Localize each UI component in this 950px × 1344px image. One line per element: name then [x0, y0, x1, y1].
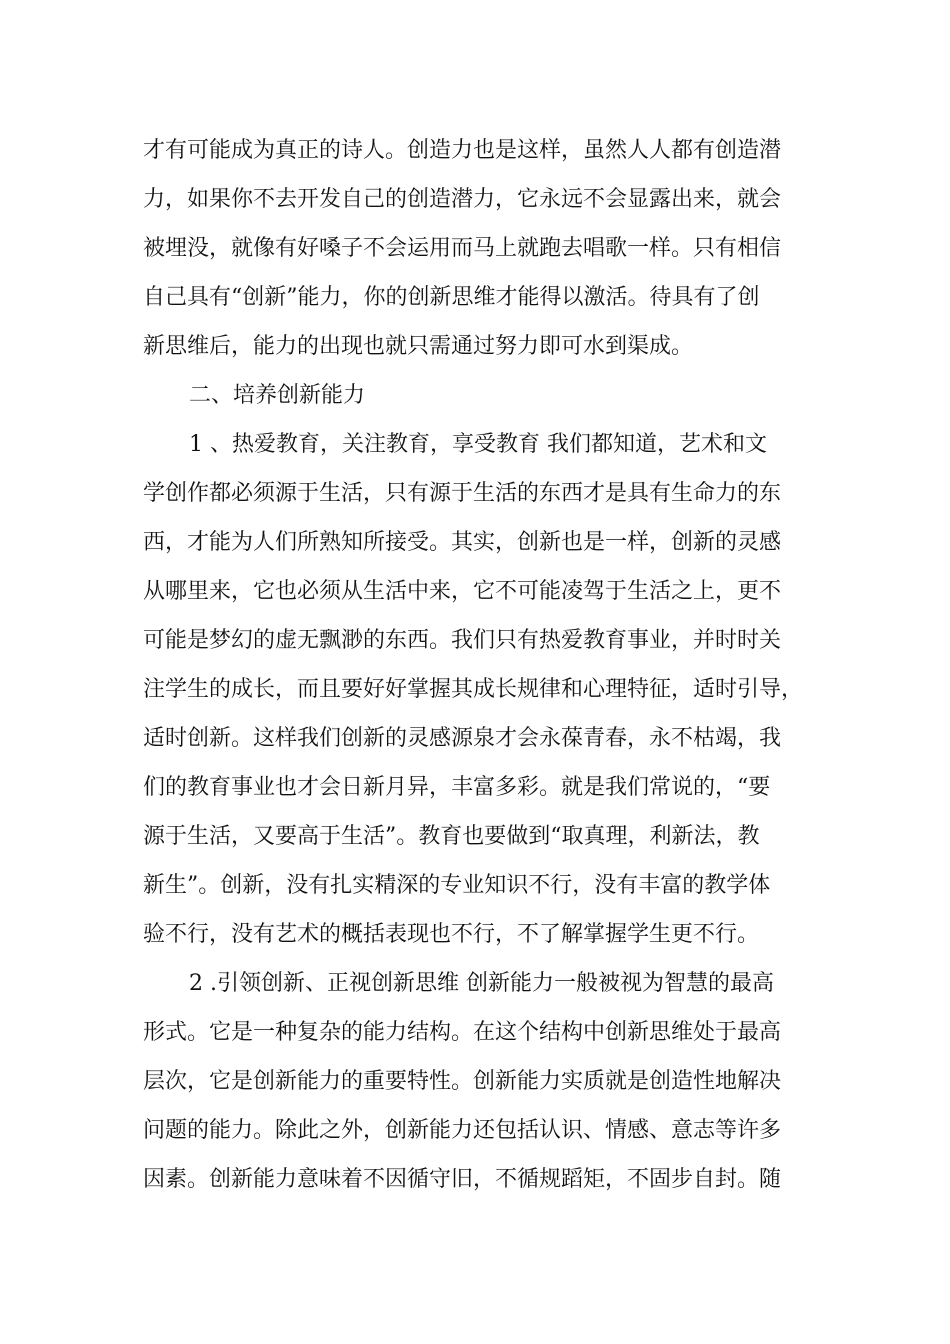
text-line: 们的教育事业也才会日新月异，丰富多彩。就是我们常说的，“要	[143, 775, 771, 800]
paragraph-first-line: 1 、热爱教育，关注教育，享受教育 我们都知道，艺术和文	[189, 432, 767, 457]
text-line: 从哪里来，它也必须从生活中来，它不可能凌驾于生活之上，更不	[143, 579, 782, 604]
text-line: 验不行，没有艺术的概括表现也不行，不了解掌握学生更不行。	[143, 922, 760, 947]
document-body	[143, 126, 828, 1204]
text-line: 自己具有“创新”能力，你的创新思维才能得以激活。待具有了创	[143, 285, 760, 310]
text-line: 西，才能为人们所熟知所接受。其实，创新也是一样，创新的灵感	[143, 530, 782, 555]
text-line: 源于生活，又要高于生活”。教育也要做到“取真理，利新法，教	[143, 824, 760, 849]
text-line: 新生”。创新，没有扎实精深的专业知识不行，没有丰富的教学体	[143, 873, 771, 898]
text-line: 学创作都必须源于生活，只有源于生活的东西才是具有生命力的东	[143, 481, 782, 506]
text-line: 新思维后，能力的出现也就只需通过努力即可水到渠成。	[143, 334, 694, 359]
section-heading: 二、培养创新能力	[189, 383, 366, 408]
text-line: 可能是梦幻的虚无飘渺的东西。我们只有热爱教育事业，并时时关	[143, 628, 782, 653]
text-line: 因素。创新能力意味着不因循守旧，不循规蹈矩，不固步自封。随	[143, 1167, 782, 1192]
text-line: 注学生的成长，而且要好好掌握其成长规律和心理特征，适时引导，	[143, 677, 804, 702]
text-line: 形式。它是一种复杂的能力结构。在这个结构中创新思维处于最高	[143, 1020, 782, 1045]
paragraph-first-line: 2 .引领创新、正视创新思维 创新能力一般被视为智慧的最高	[189, 971, 774, 996]
text-line: 层次，它是创新能力的重要特性。创新能力实质就是创造性地解决	[143, 1069, 782, 1094]
text-line: 适时创新。这样我们创新的灵感源泉才会永葆青春，永不枯竭，我	[143, 726, 782, 751]
text-line: 力，如果你不去开发自己的创造潜力，它永远不会显露出来，就会	[143, 187, 782, 212]
text-line: 才有可能成为真正的诗人。创造力也是这样，虽然人人都有创造潜	[143, 138, 782, 163]
text-line: 被埋没，就像有好嗓子不会运用而马上就跑去唱歌一样。只有相信	[143, 236, 782, 261]
text-line: 问题的能力。除此之外，创新能力还包括认识、情感、意志等许多	[143, 1118, 782, 1143]
